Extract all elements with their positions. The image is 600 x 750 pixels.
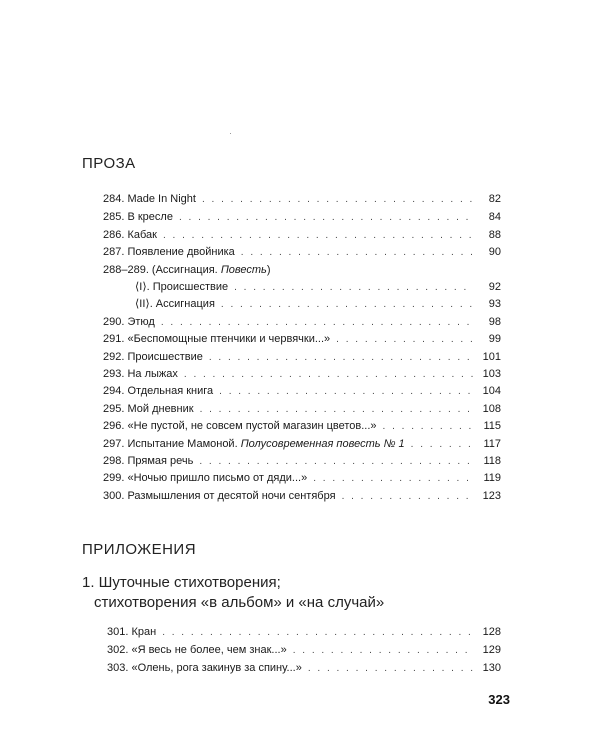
dot-leader: [342, 490, 473, 504]
entry-title: 298. Прямая речь: [103, 455, 194, 467]
entry-title: 292. Происшествие: [103, 351, 203, 363]
section-title-appendix: ПРИЛОЖЕНИЯ: [82, 541, 197, 558]
subheading-line-2: стихотворения «в альбом» и «на случай»: [94, 594, 385, 611]
dot-leader: [161, 316, 473, 330]
entry-title: 291. «Беспомощные птенчики и червячки...»: [103, 333, 331, 345]
entry-page: 128: [482, 626, 501, 638]
entry-title: 285. В кресле: [103, 211, 173, 223]
entry-page: 103: [482, 368, 501, 380]
subheading-line-1: 1. Шуточные стихотворения;: [82, 574, 281, 591]
paper-speck: [230, 133, 231, 134]
toc-entry: [103, 402, 501, 417]
entry-title: ⟨II⟩. Ассигнация: [135, 298, 215, 310]
entry-title: 299. «Ночью пришло письмо от дяди...»: [103, 472, 308, 484]
entry-title: 293. На лыжах: [103, 368, 178, 380]
toc-entry: [103, 384, 501, 399]
dot-leader: [199, 455, 473, 469]
toc-entry: [107, 625, 501, 640]
appendix-subheading: [82, 573, 384, 613]
toc-entry: [103, 228, 501, 243]
entry-title: 297. Испытание Мамоной. Полусовременная повесть № 1: [103, 438, 405, 450]
entry-page: 119: [483, 472, 501, 484]
entry-title: 295. Мой дневник: [103, 403, 194, 415]
toc-entry: [103, 315, 501, 330]
toc-entry: [103, 367, 501, 382]
toc-entry: [103, 437, 501, 452]
dot-leader: [200, 403, 473, 417]
entry-page: 115: [483, 420, 501, 432]
dot-leader: [184, 368, 473, 382]
entry-page: 90: [488, 246, 501, 258]
dot-leader: [336, 333, 473, 347]
toc-subentry: [135, 297, 501, 312]
toc-entry: [107, 643, 501, 658]
toc-subentry: [135, 280, 501, 295]
entry-title: 300. Размышления от десятой ночи сентября: [103, 490, 336, 502]
entry-page: 84: [488, 211, 501, 223]
dot-leader: [241, 246, 473, 260]
entry-page: 104: [482, 385, 501, 397]
toc-entry-group: [103, 263, 501, 277]
section-title-prose: ПРОЗА: [82, 155, 136, 172]
dot-leader: [411, 438, 473, 452]
toc-entry: [103, 192, 501, 207]
page-number: 323: [488, 692, 510, 707]
dot-leader: [221, 298, 473, 312]
dot-leader: [383, 420, 473, 434]
toc-entry: [103, 210, 501, 225]
dot-leader: [293, 644, 473, 658]
entry-page: 98: [488, 316, 501, 328]
entry-title: ⟨I⟩. Происшествие: [135, 281, 229, 293]
toc-entry: [103, 245, 501, 260]
entry-title: 284. Made In Night: [103, 193, 196, 205]
toc-entry: [103, 471, 501, 486]
toc-entry: [103, 454, 501, 469]
dot-leader: [308, 662, 473, 676]
entry-title: 301. Кран: [107, 626, 157, 638]
entry-title: 288–289. (Ассигнация. Повесть): [103, 264, 271, 276]
toc-entry: [107, 661, 501, 676]
entry-title: 294. Отдельная книга: [103, 385, 214, 397]
entry-page: 88: [488, 229, 501, 241]
entry-title: 296. «Не пустой, не совсем пустой магазин цветов...»: [103, 420, 377, 432]
entry-title: 302. «Я весь не более, чем знак...»: [107, 644, 287, 656]
dot-leader: [202, 193, 473, 207]
toc-entry: [103, 419, 501, 434]
entry-title: 303. «Олень, рога закинув за спину...»: [107, 662, 302, 674]
toc-entry: [103, 332, 501, 347]
entry-page: 92: [488, 281, 501, 293]
toc-entry: [103, 350, 501, 365]
entry-page: 129: [482, 644, 501, 656]
dot-leader: [209, 351, 473, 365]
entry-title: 287. Появление двойника: [103, 246, 235, 258]
dot-leader: [313, 472, 473, 486]
toc-entry: [103, 489, 501, 504]
entry-page: 108: [482, 403, 501, 415]
entry-page: 117: [483, 438, 501, 450]
entry-page: 130: [482, 662, 501, 674]
entry-page: 99: [488, 333, 501, 345]
entry-page: 82: [488, 193, 501, 205]
dot-leader: [162, 626, 473, 640]
dot-leader: [163, 229, 473, 243]
entry-title: 290. Этюд: [103, 316, 155, 328]
entry-page: 118: [483, 455, 501, 467]
dot-leader: [234, 281, 473, 295]
dot-leader: [219, 385, 473, 399]
entry-title: 286. Кабак: [103, 229, 157, 241]
entry-page: 93: [488, 298, 501, 310]
entry-page: 101: [482, 351, 501, 363]
dot-leader: [179, 211, 473, 225]
entry-page: 123: [482, 490, 501, 502]
